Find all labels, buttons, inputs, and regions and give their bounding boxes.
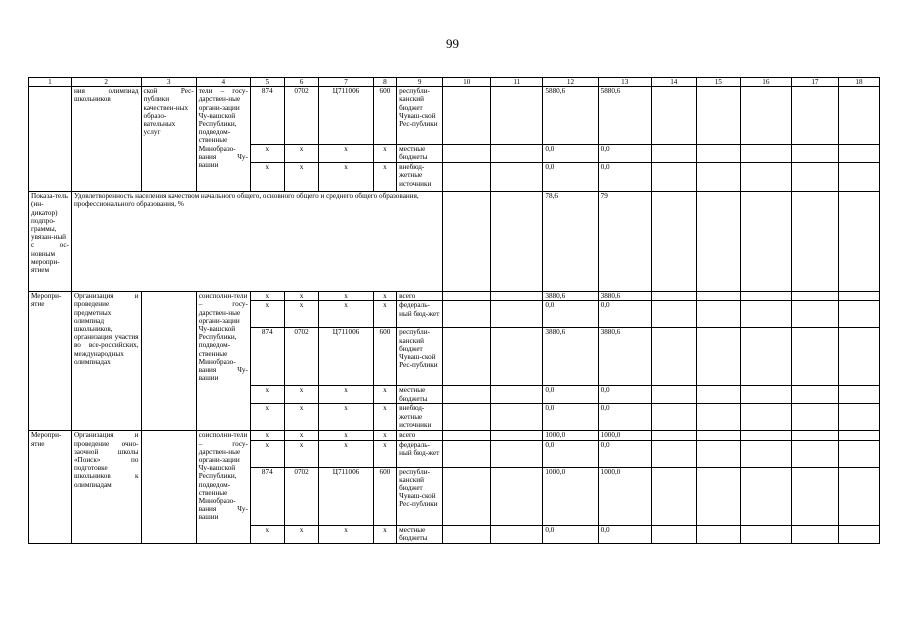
cell-empty	[696, 192, 740, 292]
cell-expense-type: x	[373, 525, 397, 543]
cell-expense-type: x	[373, 404, 397, 431]
table-row	[29, 431, 880, 440]
cell-empty	[651, 145, 696, 163]
cell-value: 0,0	[543, 404, 598, 431]
page-number: 99	[446, 36, 459, 51]
cell-source: всего	[397, 431, 443, 440]
cell-empty	[791, 292, 838, 301]
cell-value: 0,0	[598, 301, 651, 328]
cell-empty	[651, 192, 696, 292]
col-header: 17	[791, 78, 838, 87]
cell-empty	[791, 301, 838, 328]
col-header: 2	[71, 78, 141, 87]
cell-empty	[443, 328, 491, 386]
cell-value: 79	[598, 192, 651, 292]
cell-empty	[696, 87, 740, 145]
cell-empty	[651, 525, 696, 543]
cell-empty	[838, 467, 879, 525]
cell-empty	[740, 440, 791, 467]
cell-empty	[491, 431, 543, 440]
cell-empty	[791, 87, 838, 145]
cell-empty	[740, 292, 791, 301]
cell-empty	[696, 440, 740, 467]
cell-executor: соисполни-тели – госу-дарствен-ные органи-зации Чу-вашской Республики, подведом-ственные Минобразо-вания Чу-вашии	[196, 431, 250, 543]
cell-empty	[740, 525, 791, 543]
cell-grbs: 874	[250, 467, 284, 525]
cell-section: x	[284, 292, 319, 301]
cell-expense-type: x	[373, 292, 397, 301]
cell-source: всего	[397, 292, 443, 301]
cell-empty	[838, 440, 879, 467]
cell-empty	[696, 328, 740, 386]
cell-empty	[491, 467, 543, 525]
cell-empty	[443, 292, 491, 301]
cell-grbs: x	[250, 404, 284, 431]
cell-value: 0,0	[543, 301, 598, 328]
cell-empty	[838, 163, 879, 192]
cell-empty	[443, 440, 491, 467]
cell-empty	[740, 328, 791, 386]
cell-empty	[696, 431, 740, 440]
cell-empty	[838, 192, 879, 292]
cell-grbs: x	[250, 145, 284, 163]
cell-empty	[651, 328, 696, 386]
cell-section: 0702	[284, 328, 319, 386]
cell-empty	[443, 525, 491, 543]
cell-source: республи-канский бюджет Чуваш-ской Рес-публики	[397, 467, 443, 525]
cell-expense-type: x	[373, 431, 397, 440]
cell-section: x	[284, 525, 319, 543]
cell-target: Ц711006	[319, 328, 373, 386]
cell-value: 0,0	[543, 145, 598, 163]
cell-grbs: x	[250, 525, 284, 543]
cell-empty	[838, 386, 879, 404]
cell-value: 3880,6	[543, 292, 598, 301]
cell-empty	[651, 301, 696, 328]
col-header: 10	[443, 78, 491, 87]
cell-empty	[651, 440, 696, 467]
cell-value: 0,0	[598, 163, 651, 192]
cell-empty	[740, 301, 791, 328]
col-header: 7	[319, 78, 373, 87]
cell-empty	[651, 163, 696, 192]
cell-empty	[491, 328, 543, 386]
cell-expense-type: x	[373, 163, 397, 192]
cell-source: внебюд-жетные источники	[397, 404, 443, 431]
cell-expense-type: x	[373, 440, 397, 467]
cell-value: 0,0	[598, 404, 651, 431]
cell-empty	[740, 386, 791, 404]
cell-empty	[838, 328, 879, 386]
cell-value: 78,6	[543, 192, 598, 292]
col-header: 16	[740, 78, 791, 87]
cell-target: x	[319, 525, 373, 543]
budget-table	[28, 77, 880, 544]
cell-value: 1000,0	[598, 467, 651, 525]
cell-empty	[838, 301, 879, 328]
cell-empty	[491, 163, 543, 192]
cell-source: местные бюджеты	[397, 386, 443, 404]
cell-indicator-text: Удовлетворенность населения качеством начального общего, основного общего и среднего общего образования, профессионального образования, %	[71, 192, 442, 292]
cell-empty	[651, 292, 696, 301]
cell-source: местные бюджеты	[397, 525, 443, 543]
cell-empty	[838, 431, 879, 440]
cell-empty	[696, 386, 740, 404]
cell-empty	[491, 404, 543, 431]
cell-empty	[838, 292, 879, 301]
cell-expense-type: x	[373, 301, 397, 328]
cell-value: 0,0	[543, 440, 598, 467]
cell-empty	[491, 145, 543, 163]
cell-empty	[791, 467, 838, 525]
cell-value: 0,0	[598, 145, 651, 163]
cell-empty	[791, 404, 838, 431]
cell-expense-type: x	[373, 386, 397, 404]
cell-value: 0,0	[543, 386, 598, 404]
cell-value: 0,0	[543, 525, 598, 543]
col-header: 5	[250, 78, 284, 87]
cell-section: x	[284, 386, 319, 404]
cell-empty	[791, 328, 838, 386]
cell-empty	[791, 145, 838, 163]
cell-empty	[651, 404, 696, 431]
cell-target: x	[319, 440, 373, 467]
cell-section: x	[284, 404, 319, 431]
cell-target: x	[319, 386, 373, 404]
cell-target: x	[319, 292, 373, 301]
cell-value: 3880,6	[598, 292, 651, 301]
col-header: 3	[141, 78, 196, 87]
cell-empty	[791, 431, 838, 440]
col-header: 13	[598, 78, 651, 87]
cell-target: Ц711006	[319, 467, 373, 525]
cell-value: 5880,6	[598, 87, 651, 145]
cell-expense-type: 600	[373, 87, 397, 145]
col-header: 14	[651, 78, 696, 87]
col-header: 15	[696, 78, 740, 87]
cell-empty	[696, 301, 740, 328]
cell-target: x	[319, 145, 373, 163]
cell-target: Ц711006	[319, 87, 373, 145]
col-header: 1	[29, 78, 72, 87]
cell-empty	[29, 87, 72, 192]
cell-empty	[696, 467, 740, 525]
cell-empty	[443, 87, 491, 145]
cell-grbs: x	[250, 163, 284, 192]
cell-empty	[838, 404, 879, 431]
cell-empty	[491, 525, 543, 543]
cell-section: x	[284, 163, 319, 192]
cell-empty	[443, 431, 491, 440]
cell-executor: соисполни-тели – госу-дарствен-ные органи-зации Чу-вашской Республики, подведом-ственные Минобразо-вания Чу-вашии	[196, 292, 250, 431]
cell-empty	[443, 404, 491, 431]
col-header: 8	[373, 78, 397, 87]
cell-grbs: x	[250, 301, 284, 328]
cell-source: федераль-ный бюд-жет	[397, 301, 443, 328]
cell-value: 1000,0	[598, 431, 651, 440]
cell-grbs: x	[250, 431, 284, 440]
cell-empty	[443, 386, 491, 404]
cell-empty	[141, 292, 196, 431]
cell-source: федераль-ный бюд-жет	[397, 440, 443, 467]
cell-empty	[443, 467, 491, 525]
cell-value: 0,0	[598, 525, 651, 543]
cell-empty	[740, 431, 791, 440]
cell-indicator-label: Показа-тель (ин-дикатор) подпро-граммы, увязан-ный с ос-новным меропри-ятием	[29, 192, 72, 292]
cell-value: 3880,6	[598, 328, 651, 386]
cell-grbs: x	[250, 440, 284, 467]
cell-goal: ской Рес-публики качествен-ных образо-вательных услуг	[141, 87, 196, 192]
table-row	[29, 87, 880, 145]
cell-executor: тели – госу-дарствен-ные органи-зации Чу-вашской Республики, подведом-ственные Минобразо-вания Чу-вашии	[196, 87, 250, 192]
indicator-row	[29, 192, 880, 292]
cell-value: 5880,6	[543, 87, 598, 145]
cell-source: республи-канский бюджет Чуваш-ской Рес-публики	[397, 328, 443, 386]
cell-grbs: 874	[250, 87, 284, 145]
cell-empty	[740, 192, 791, 292]
cell-grbs: x	[250, 386, 284, 404]
cell-empty	[651, 386, 696, 404]
cell-target: x	[319, 163, 373, 192]
cell-empty	[443, 145, 491, 163]
cell-empty	[696, 525, 740, 543]
cell-value: 0,0	[598, 386, 651, 404]
col-header: 4	[196, 78, 250, 87]
cell-value: 1000,0	[543, 431, 598, 440]
cell-empty	[491, 386, 543, 404]
cell-empty	[740, 87, 791, 145]
cell-value: 3880,6	[543, 328, 598, 386]
cell-empty	[838, 145, 879, 163]
cell-empty	[740, 163, 791, 192]
cell-event-name: ния олимпиад школьников	[71, 87, 141, 192]
cell-empty	[791, 525, 838, 543]
cell-empty	[443, 192, 491, 292]
cell-grbs: x	[250, 292, 284, 301]
cell-event-type: Меропри-ятие	[29, 431, 72, 543]
cell-expense-type: 600	[373, 328, 397, 386]
cell-section: x	[284, 301, 319, 328]
col-header: 9	[397, 78, 443, 87]
cell-empty	[491, 87, 543, 145]
cell-section: x	[284, 440, 319, 467]
cell-empty	[491, 292, 543, 301]
cell-value: 0,0	[598, 440, 651, 467]
cell-section: x	[284, 145, 319, 163]
cell-section: 0702	[284, 467, 319, 525]
cell-target: x	[319, 431, 373, 440]
cell-empty	[443, 163, 491, 192]
cell-empty	[740, 467, 791, 525]
cell-empty	[791, 386, 838, 404]
col-header: 18	[838, 78, 879, 87]
cell-empty	[443, 301, 491, 328]
header-row	[29, 78, 880, 87]
cell-empty	[791, 192, 838, 292]
cell-event-type: Меропри-ятие	[29, 292, 72, 431]
cell-empty	[838, 87, 879, 145]
cell-empty	[791, 440, 838, 467]
cell-expense-type: x	[373, 145, 397, 163]
cell-value: 1000,0	[543, 467, 598, 525]
cell-empty	[491, 440, 543, 467]
cell-empty	[696, 404, 740, 431]
cell-expense-type: 600	[373, 467, 397, 525]
cell-source: местные бюджеты	[397, 145, 443, 163]
cell-empty	[740, 404, 791, 431]
cell-event-name: Организация и проведение предметных олимпиад школьников, организация участия во все-российских, международных олимпиадах	[71, 292, 141, 431]
cell-source: республи-канский бюджет Чуваш-ской Рес-публики	[397, 87, 443, 145]
cell-source: внебюд-жетные источники	[397, 163, 443, 192]
cell-empty	[651, 87, 696, 145]
cell-empty	[651, 467, 696, 525]
cell-grbs: 874	[250, 328, 284, 386]
cell-empty	[491, 301, 543, 328]
cell-section: x	[284, 431, 319, 440]
cell-empty	[696, 163, 740, 192]
col-header: 11	[491, 78, 543, 87]
cell-event-name: Организация и проведение очно-заочной школы «Поиск» по подготовке школьников к олимпиадам	[71, 431, 141, 543]
cell-value: 0,0	[543, 163, 598, 192]
col-header: 6	[284, 78, 319, 87]
cell-empty	[838, 525, 879, 543]
cell-empty	[141, 431, 196, 543]
cell-target: x	[319, 301, 373, 328]
cell-empty	[791, 163, 838, 192]
cell-empty	[696, 145, 740, 163]
cell-section: 0702	[284, 87, 319, 145]
cell-target: x	[319, 404, 373, 431]
cell-empty	[740, 145, 791, 163]
cell-empty	[696, 292, 740, 301]
cell-empty	[651, 431, 696, 440]
cell-empty	[491, 192, 543, 292]
table-row	[29, 292, 880, 301]
col-header: 12	[543, 78, 598, 87]
